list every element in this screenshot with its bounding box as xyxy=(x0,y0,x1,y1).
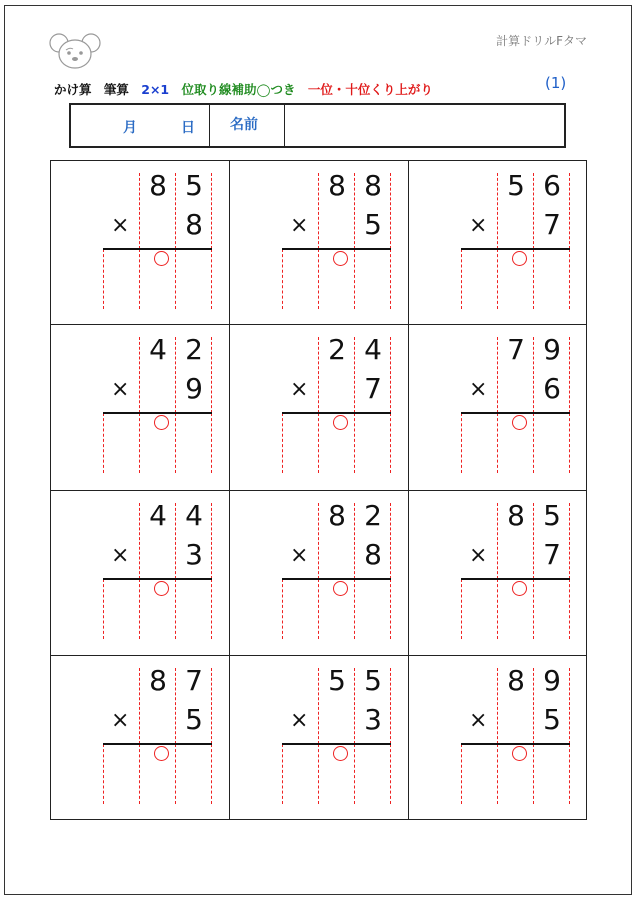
multiplicand-ones-digit: 8 xyxy=(364,169,382,202)
place-value-guide xyxy=(354,173,355,249)
place-value-guide xyxy=(175,744,176,804)
multiplicand-ones-digit: 6 xyxy=(543,169,561,202)
place-value-guide xyxy=(175,337,176,413)
place-value-guide xyxy=(282,744,283,804)
place-value-guide xyxy=(533,744,534,804)
times-sign: × xyxy=(290,377,309,402)
place-value-guide xyxy=(282,413,283,473)
carry-circle-icon xyxy=(154,251,169,266)
multiplicand-tens-digit: 8 xyxy=(328,499,346,532)
place-value-guide xyxy=(211,668,212,744)
problem-cell xyxy=(51,656,230,819)
multiplicand-tens-digit: 8 xyxy=(149,664,167,697)
place-value-guide xyxy=(533,503,534,579)
multiplicand-ones-digit: 4 xyxy=(185,499,203,532)
answer-line xyxy=(103,578,212,580)
multiplicand-tens-digit: 8 xyxy=(507,664,525,697)
place-value-guide xyxy=(569,668,570,744)
answer-line xyxy=(103,412,212,414)
multiplicand-tens-digit: 5 xyxy=(328,664,346,697)
place-value-guide xyxy=(139,744,140,804)
place-value-guide xyxy=(139,337,140,413)
problem-cell xyxy=(51,325,230,491)
heading-note: 一位・十位くり上がり xyxy=(307,82,433,97)
place-value-guide xyxy=(533,668,534,744)
place-value-guide xyxy=(103,413,104,473)
multiplier-digit: 7 xyxy=(543,208,561,241)
place-value-guide xyxy=(211,503,212,579)
times-sign: × xyxy=(111,708,130,733)
heading-method: 筆算 xyxy=(103,82,129,97)
multiplicand-tens-digit: 2 xyxy=(328,333,346,366)
multiplicand-tens-digit: 7 xyxy=(507,333,525,366)
place-value-guide xyxy=(354,249,355,309)
carry-circle-icon xyxy=(154,746,169,761)
answer-line xyxy=(461,578,570,580)
name-date-box xyxy=(69,103,566,148)
place-value-guide xyxy=(390,503,391,579)
times-sign: × xyxy=(469,708,488,733)
place-value-guide xyxy=(497,668,498,744)
multiplier-digit: 8 xyxy=(185,208,203,241)
problem-cell xyxy=(409,161,586,325)
place-value-guide xyxy=(533,337,534,413)
place-value-guide xyxy=(497,744,498,804)
carry-circle-icon xyxy=(333,581,348,596)
place-value-guide xyxy=(390,173,391,249)
place-value-guide xyxy=(103,579,104,639)
multiplier-digit: 6 xyxy=(543,372,561,405)
place-value-guide xyxy=(569,413,570,473)
place-value-guide xyxy=(569,744,570,804)
worksheet-heading xyxy=(54,80,441,98)
problem-cell xyxy=(409,656,586,819)
place-value-guide xyxy=(354,579,355,639)
place-value-guide xyxy=(533,249,534,309)
place-value-guide xyxy=(497,337,498,413)
multiplicand-tens-digit: 8 xyxy=(149,169,167,202)
multiplicand-tens-digit: 4 xyxy=(149,499,167,532)
carry-circle-icon xyxy=(333,251,348,266)
place-value-guide xyxy=(139,413,140,473)
place-value-guide xyxy=(390,413,391,473)
times-sign: × xyxy=(469,377,488,402)
place-value-guide xyxy=(318,744,319,804)
month-label: 月 xyxy=(123,120,137,136)
heading-aid: 位取り線補助◯つき xyxy=(181,82,296,97)
times-sign: × xyxy=(111,377,130,402)
multiplier-digit: 3 xyxy=(185,538,203,571)
place-value-guide xyxy=(139,668,140,744)
place-value-guide xyxy=(497,413,498,473)
problem-cell xyxy=(409,491,586,656)
place-value-guide xyxy=(318,173,319,249)
times-sign: × xyxy=(290,543,309,568)
times-sign: × xyxy=(469,213,488,238)
multiplier-digit: 5 xyxy=(543,703,561,736)
place-value-guide xyxy=(139,503,140,579)
problem-cell xyxy=(51,161,230,325)
multiplicand-ones-digit: 9 xyxy=(543,664,561,697)
multiplicand-ones-digit: 7 xyxy=(185,664,203,697)
place-value-guide xyxy=(390,249,391,309)
place-value-guide xyxy=(175,579,176,639)
place-value-guide xyxy=(211,337,212,413)
place-value-guide xyxy=(318,337,319,413)
problem-cell xyxy=(51,491,230,656)
multiplicand-tens-digit: 8 xyxy=(328,169,346,202)
place-value-guide xyxy=(354,668,355,744)
place-value-guide xyxy=(139,249,140,309)
place-value-guide xyxy=(497,579,498,639)
place-value-guide xyxy=(569,173,570,249)
multiplier-digit: 3 xyxy=(364,703,382,736)
mouse-logo-icon xyxy=(48,30,102,70)
day-label: 日 xyxy=(181,120,195,136)
place-value-guide xyxy=(497,503,498,579)
place-value-guide xyxy=(461,744,462,804)
place-value-guide xyxy=(175,668,176,744)
place-value-guide xyxy=(175,503,176,579)
place-value-guide xyxy=(533,173,534,249)
multiplier-digit: 8 xyxy=(364,538,382,571)
answer-line xyxy=(282,412,391,414)
place-value-guide xyxy=(533,579,534,639)
answer-line xyxy=(282,578,391,580)
times-sign: × xyxy=(111,543,130,568)
carry-circle-icon xyxy=(512,581,527,596)
place-value-guide xyxy=(211,579,212,639)
multiplier-digit: 5 xyxy=(364,208,382,241)
place-value-guide xyxy=(390,668,391,744)
problem-cell xyxy=(230,656,409,819)
place-value-guide xyxy=(318,413,319,473)
multiplicand-ones-digit: 2 xyxy=(364,499,382,532)
multiplicand-ones-digit: 4 xyxy=(364,333,382,366)
multiplicand-tens-digit: 4 xyxy=(149,333,167,366)
place-value-guide xyxy=(390,744,391,804)
answer-line xyxy=(461,743,570,745)
place-value-guide xyxy=(497,173,498,249)
place-value-guide xyxy=(569,503,570,579)
multiplicand-ones-digit: 5 xyxy=(543,499,561,532)
problem-cell xyxy=(409,325,586,491)
place-value-guide xyxy=(390,579,391,639)
answer-line xyxy=(103,248,212,250)
heading-operation: かけ算 xyxy=(54,82,92,97)
place-value-guide xyxy=(318,668,319,744)
place-value-guide xyxy=(211,413,212,473)
problem-cell xyxy=(230,491,409,656)
answer-line xyxy=(461,412,570,414)
answer-line xyxy=(282,248,391,250)
place-value-guide xyxy=(569,337,570,413)
place-value-guide xyxy=(390,337,391,413)
place-value-guide xyxy=(175,249,176,309)
times-sign: × xyxy=(290,708,309,733)
place-value-guide xyxy=(211,173,212,249)
times-sign: × xyxy=(111,213,130,238)
date-field[interactable] xyxy=(71,105,210,146)
place-value-guide xyxy=(569,579,570,639)
problem-cell xyxy=(230,161,409,325)
heading-type: 2×1 xyxy=(141,82,170,97)
multiplicand-tens-digit: 8 xyxy=(507,499,525,532)
carry-circle-icon xyxy=(333,746,348,761)
name-label: 名前 xyxy=(210,105,285,146)
multiplicand-ones-digit: 9 xyxy=(543,333,561,366)
problem-grid xyxy=(50,160,587,820)
place-value-guide xyxy=(461,413,462,473)
brand-name: 計算ドリルFタマ xyxy=(496,34,587,48)
place-value-guide xyxy=(354,413,355,473)
answer-line xyxy=(282,743,391,745)
place-value-guide xyxy=(175,413,176,473)
place-value-guide xyxy=(354,503,355,579)
carry-circle-icon xyxy=(333,415,348,430)
carry-circle-icon xyxy=(512,251,527,266)
multiplicand-ones-digit: 5 xyxy=(364,664,382,697)
place-value-guide xyxy=(211,744,212,804)
multiplicand-ones-digit: 5 xyxy=(185,169,203,202)
place-value-guide xyxy=(139,579,140,639)
multiplier-digit: 7 xyxy=(364,372,382,405)
place-value-guide xyxy=(103,249,104,309)
multiplicand-tens-digit: 5 xyxy=(507,169,525,202)
problem-cell xyxy=(230,325,409,491)
place-value-guide xyxy=(533,413,534,473)
carry-circle-icon xyxy=(512,415,527,430)
place-value-guide xyxy=(354,337,355,413)
times-sign: × xyxy=(469,543,488,568)
place-value-guide xyxy=(282,249,283,309)
sheet-number: (1) xyxy=(545,74,567,92)
place-value-guide xyxy=(461,579,462,639)
place-value-guide xyxy=(354,744,355,804)
place-value-guide xyxy=(103,744,104,804)
multiplier-digit: 5 xyxy=(185,703,203,736)
place-value-guide xyxy=(211,249,212,309)
multiplier-digit: 9 xyxy=(185,372,203,405)
answer-line xyxy=(103,743,212,745)
place-value-guide xyxy=(497,249,498,309)
place-value-guide xyxy=(318,503,319,579)
carry-circle-icon xyxy=(512,746,527,761)
place-value-guide xyxy=(175,173,176,249)
place-value-guide xyxy=(569,249,570,309)
carry-circle-icon xyxy=(154,415,169,430)
name-field[interactable] xyxy=(285,105,564,146)
place-value-guide xyxy=(461,249,462,309)
multiplicand-ones-digit: 2 xyxy=(185,333,203,366)
multiplier-digit: 7 xyxy=(543,538,561,571)
place-value-guide xyxy=(282,579,283,639)
place-value-guide xyxy=(318,249,319,309)
answer-line xyxy=(461,248,570,250)
place-value-guide xyxy=(139,173,140,249)
place-value-guide xyxy=(318,579,319,639)
times-sign: × xyxy=(290,213,309,238)
carry-circle-icon xyxy=(154,581,169,596)
